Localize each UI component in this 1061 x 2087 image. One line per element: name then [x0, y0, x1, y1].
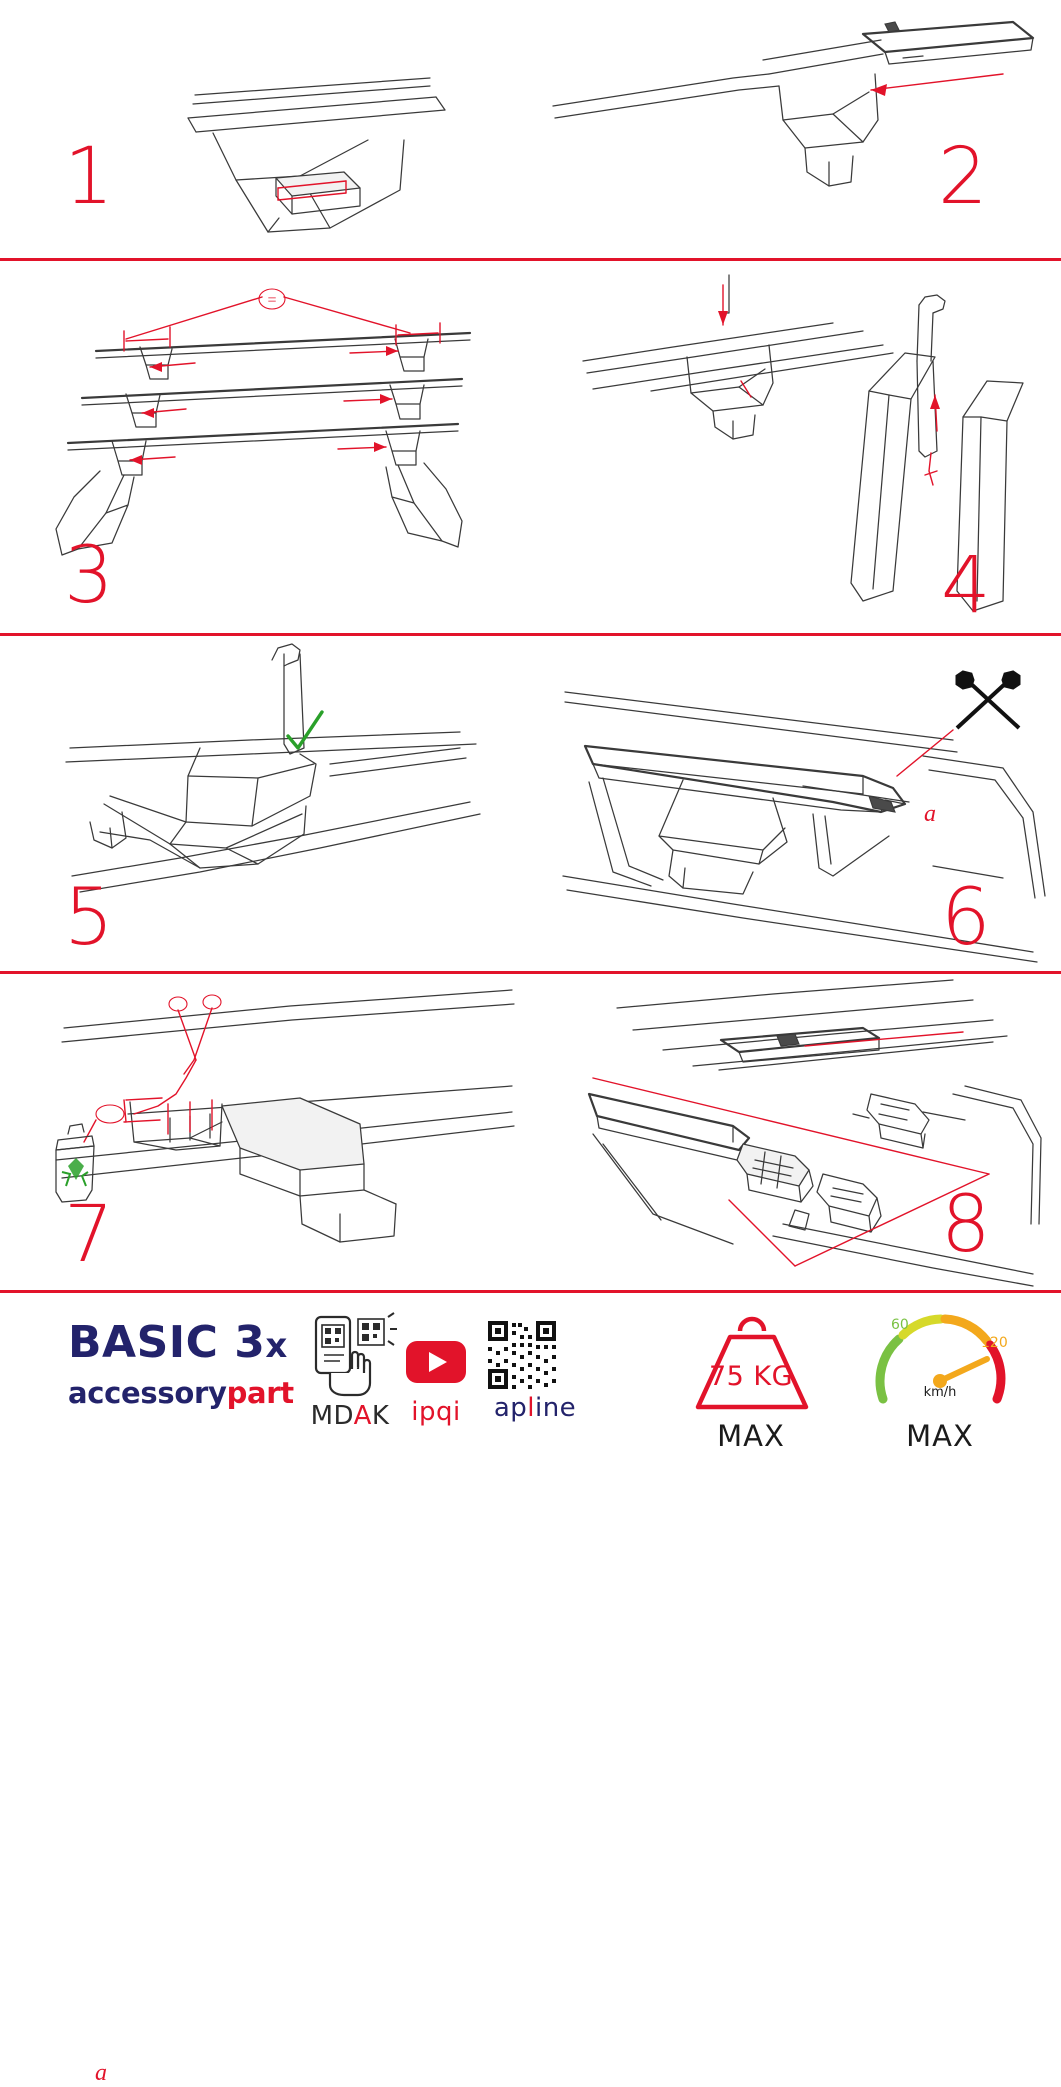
logo-apline-caption-accent: l: [527, 1393, 535, 1423]
logo-mdak-caption-last: K: [371, 1401, 390, 1431]
speed-unit: km/h: [923, 1385, 957, 1400]
company-name: [68, 1376, 294, 1410]
company-name-first: accessory: [68, 1376, 227, 1410]
youtube-icon: [398, 1337, 474, 1385]
footer: [0, 1293, 1061, 1500]
logo-ipqi-caption: ipqi: [411, 1397, 461, 1427]
step-5-number: 5: [64, 873, 113, 963]
logo-ipqi: [398, 1337, 474, 1427]
logo-apline-caption-last: ine: [534, 1393, 577, 1423]
step-2-number: 2: [938, 132, 987, 222]
company-name-second: part: [226, 1376, 294, 1410]
product-name-suffix: x: [265, 1326, 288, 1366]
step-6-cell: [533, 636, 1061, 971]
logo-apline-caption-first: ap: [493, 1393, 528, 1423]
max-load-value: 75 KG: [708, 1361, 794, 1392]
brand-block: [68, 1317, 294, 1410]
step-8-number: 8: [941, 1180, 990, 1270]
step-6-number: 6: [941, 873, 990, 963]
step-7-number: 7: [64, 1190, 113, 1280]
step-5-cell: [0, 636, 530, 971]
step-6-label: a: [924, 801, 936, 827]
step-4-number: 4: [941, 541, 990, 631]
product-name: [68, 1317, 294, 1368]
step-3-number: 3: [64, 531, 113, 621]
step-1-number: 1: [64, 132, 113, 222]
max-speed-block: [855, 1303, 1025, 1453]
max-speed-label: MAX: [906, 1419, 974, 1453]
logo-mdak-caption-accent: A: [353, 1401, 372, 1431]
logo-apline-caption: [470, 1393, 600, 1423]
speed-min-tick: 60: [891, 1317, 909, 1333]
product-name-text: BASIC 3: [68, 1317, 266, 1368]
max-load-label: MAX: [717, 1419, 785, 1453]
logo-mdak-caption-first: MD: [310, 1401, 354, 1431]
equals-symbol: =: [267, 292, 277, 309]
logo-mdak-caption: [300, 1401, 400, 1431]
step-4-cell: [533, 261, 1061, 633]
step-1-cell: [0, 0, 530, 258]
step-2-cell: [533, 0, 1061, 258]
logo-mdak: [300, 1311, 400, 1431]
qr-hand-icon: [300, 1311, 400, 1401]
step-8-cell: [533, 974, 1061, 1290]
max-load-block: [666, 1307, 836, 1453]
speed-max-tick: 120: [981, 1335, 1008, 1351]
step-7-label: a: [95, 2060, 107, 2086]
logo-apline: [470, 1317, 600, 1423]
step-3-cell: [0, 261, 530, 633]
qr-code-icon: [470, 1317, 600, 1393]
